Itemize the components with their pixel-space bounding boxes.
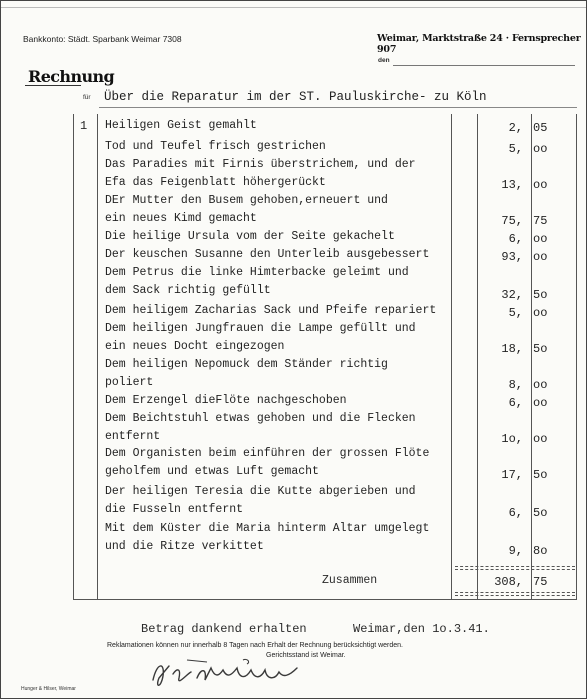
ledger-left-border (73, 114, 74, 600)
item-description-line: ein neues Kimd gemacht (105, 212, 257, 225)
item-amount (471, 250, 579, 264)
item-description-line: Dem heiligem Zacharias Sack und Pfeife repariert (105, 304, 437, 317)
item-amount-cent: 75 (533, 214, 548, 228)
item-amount-cent: oo (533, 378, 548, 392)
ledger-description-divider (451, 114, 452, 600)
item-description-line: Dem Beichtstuhl etwas gehoben und die Flecken (105, 412, 416, 425)
item-description-line: Mit dem Küster die Maria hinterm Altar umgelegt (105, 522, 430, 535)
ledger-bottom-border (73, 599, 576, 600)
item-amount-cent: oo (533, 178, 548, 192)
date-line (393, 65, 575, 66)
invoice-title: Rechnung (28, 67, 115, 86)
item-description-line: dem Sack richtig gefüllt (105, 284, 271, 297)
item-amount-euro: 6, (508, 506, 523, 520)
item-amount-euro: 8, (508, 378, 523, 392)
item-description-line: geholfem und etwas Luft gemacht (105, 465, 319, 478)
item-description-line: ein neues Docht eingezogen (105, 340, 285, 353)
place-and-date: Weimar,den 1o.3.41. (353, 622, 490, 636)
item-amount-cent: oo (533, 232, 548, 246)
item-amount (471, 232, 579, 246)
item-amount (471, 306, 579, 320)
for-label: für (83, 94, 91, 101)
total-dash-top (455, 566, 575, 567)
item-description-line: die Fusseln entfernt (105, 503, 244, 516)
item-amount (471, 288, 579, 302)
item-amount-cent: oo (533, 432, 548, 446)
item-amount-cent: oo (533, 396, 548, 410)
item-amount-euro: 6, (508, 396, 523, 410)
item-amount (471, 544, 579, 558)
bank-account: Bankkonto: Städt. Sparbank Weimar 7308 (23, 34, 182, 44)
top-fold-line (1, 7, 586, 8)
item-amount-euro: 18, (501, 342, 523, 356)
item-amount (471, 342, 579, 356)
item-amount (471, 121, 579, 135)
printer-imprint: Hunger & Hilser, Weimar (21, 686, 76, 692)
item-amount-cent: 5o (533, 506, 548, 520)
item-amount (471, 432, 579, 446)
item-amount-cent: oo (533, 306, 548, 320)
total-cent: 75 (533, 575, 548, 589)
item-amount (471, 214, 579, 228)
item-amount (471, 178, 579, 192)
item-amount-euro: 32, (501, 288, 523, 302)
item-amount (471, 142, 579, 156)
jurisdiction-note: Gerichtsstand ist Weimar. (266, 652, 346, 659)
total-amount (471, 575, 579, 589)
item-description-line: Der keuschen Susanne den Unterleib ausgebessert (105, 248, 430, 261)
total-dash-top-2 (455, 569, 575, 570)
item-amount-euro: 93, (501, 250, 523, 264)
claims-note: Reklamationen können nur innerhalb 8 Tagen nach Erhalt der Rechnung berücksichtigt werden. (107, 642, 404, 649)
total-dash-bottom-2 (455, 595, 575, 596)
item-amount-cent: 05 (533, 121, 548, 135)
item-amount-cent: oo (533, 142, 548, 156)
item-amount-euro: 17, (501, 468, 523, 482)
item-description-line: Dem heiligen Jungfrauen die Lampe gefüllt und (105, 322, 416, 335)
date-label: den (378, 57, 390, 64)
item-description-line: Dem Petrus die linke Himterbacke geleimt und (105, 266, 409, 279)
item-description-line: Tod und Teufel frisch gestrichen (105, 140, 326, 153)
total-label: Zusammen (322, 574, 378, 587)
subject-line (99, 107, 577, 108)
handwritten-signature (147, 654, 327, 694)
ledger-position-divider (97, 114, 98, 600)
item-amount-cent: 5o (533, 288, 548, 302)
item-amount-cent: 8o (533, 544, 548, 558)
item-amount-euro: 5, (508, 142, 523, 156)
item-description-line: Dem Erzengel dieFlöte nachgeschoben (105, 394, 347, 407)
position-number: 1 (80, 119, 88, 133)
total-euro: 308, (494, 575, 523, 589)
item-description-line: Das Paradies mit Firnis überstrichem, und der (105, 158, 416, 171)
total-dash-bottom (455, 592, 575, 593)
payment-received: Betrag dankend erhalten (141, 622, 307, 636)
item-amount-euro: 1o, (501, 432, 523, 446)
item-description-line: Heiligen Geist gemahlt (105, 119, 257, 132)
item-description-line: poliert (105, 376, 154, 389)
title-underline (25, 85, 81, 86)
item-description-line: und die Ritze verkittet (105, 540, 264, 553)
item-amount-euro: 2, (508, 121, 523, 135)
item-amount-euro: 75, (501, 214, 523, 228)
item-amount (471, 378, 579, 392)
item-amount (471, 396, 579, 410)
item-amount (471, 468, 579, 482)
item-amount-euro: 5, (508, 306, 523, 320)
invoice-subject: Über die Reparatur im der ST. Pauluskirche- zu Köln (104, 90, 487, 104)
item-description-line: Dem heiligen Nepomuck dem Ständer richtig (105, 358, 388, 371)
item-amount (471, 506, 579, 520)
item-description-line: Der heiligen Teresia die Kutte abgerieben und (105, 485, 416, 498)
item-description-line: Dem Organisten beim einführen der grossen Flöte (105, 447, 430, 460)
item-description-line: entfernt (105, 430, 161, 443)
item-amount-cent: 5o (533, 342, 548, 356)
item-amount-euro: 9, (508, 544, 523, 558)
item-description-line: DEr Mutter den Busem gehoben,erneuert und (105, 194, 388, 207)
item-amount-cent: 5o (533, 468, 548, 482)
item-description-line: Efa das Feigenblatt höhergerückt (105, 176, 326, 189)
item-description-line: Die heilige Ursula vom der Seite gekachelt (105, 230, 395, 243)
item-amount-euro: 13, (501, 178, 523, 192)
business-address: Weimar, Marktstraße 24 · Fernsprecher 907 (377, 33, 581, 55)
item-amount-cent: oo (533, 250, 548, 264)
item-amount-euro: 6, (508, 232, 523, 246)
